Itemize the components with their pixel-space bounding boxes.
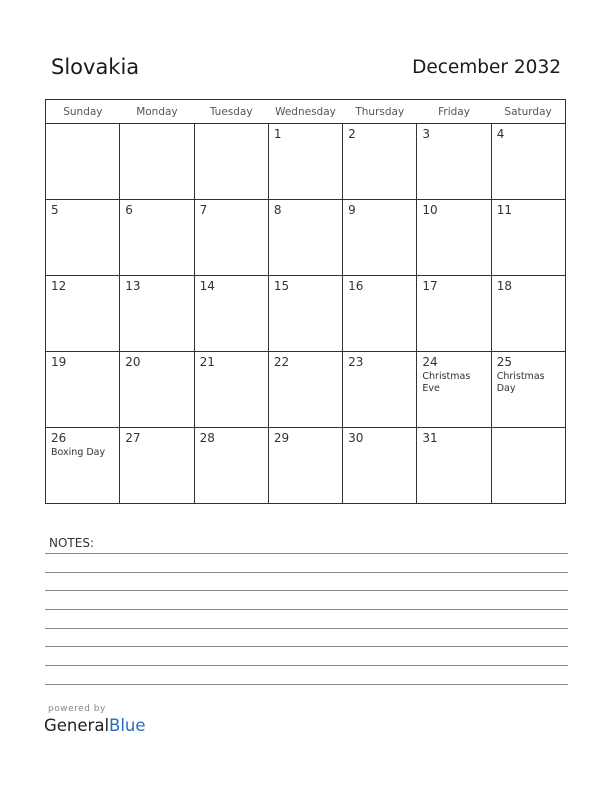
day-number: 28	[199, 431, 215, 445]
day-cell	[343, 276, 417, 352]
logo-blue-text: Blue	[109, 716, 146, 735]
day-number: 29	[273, 431, 290, 445]
day-number: 16	[348, 279, 364, 293]
note-line	[45, 684, 568, 685]
day-cell	[120, 428, 194, 504]
day-number: 14	[199, 279, 215, 293]
day-number: 12	[51, 279, 67, 293]
day-cell	[491, 276, 565, 352]
day-cell	[491, 428, 565, 504]
day-number: 22	[273, 355, 290, 369]
powered-by-text: powered by	[48, 704, 106, 714]
day-cell	[343, 124, 417, 200]
weekday-header: Thursday	[343, 100, 417, 124]
day-cell	[268, 352, 342, 428]
day-number: 9	[348, 203, 356, 217]
day-cell	[194, 124, 268, 200]
day-number: 2	[348, 127, 356, 141]
day-cell	[120, 352, 194, 428]
weekday-header: Wednesday	[268, 100, 342, 124]
note-line	[45, 646, 568, 647]
day-cell	[417, 352, 491, 428]
day-cell	[343, 428, 417, 504]
day-cell	[491, 124, 565, 200]
holiday-label: Christmas Day	[496, 371, 545, 394]
weekday-header: Tuesday	[194, 100, 268, 124]
calendar-grid	[45, 99, 566, 504]
day-cell	[120, 124, 194, 200]
note-line	[45, 572, 568, 573]
weekday-header: Friday	[417, 100, 491, 124]
day-cell	[343, 352, 417, 428]
day-number: 19	[51, 355, 67, 369]
day-cell	[268, 428, 342, 504]
weekday-header: Monday	[120, 100, 194, 124]
week-row	[46, 352, 566, 428]
day-number: 15	[273, 279, 290, 293]
holiday-label: Boxing Day	[51, 447, 106, 458]
day-number: 4	[496, 127, 505, 141]
day-number: 30	[348, 431, 364, 445]
day-cell	[120, 200, 194, 276]
day-number: 31	[422, 431, 438, 445]
note-line	[45, 609, 568, 610]
day-cell	[194, 200, 268, 276]
week-row	[46, 428, 566, 504]
note-line	[45, 628, 568, 629]
day-cell	[268, 200, 342, 276]
day-number: 11	[496, 203, 512, 217]
day-cell	[417, 200, 491, 276]
day-cell	[46, 428, 120, 504]
day-cell	[46, 200, 120, 276]
day-number: 26	[51, 431, 67, 445]
day-number: 27	[125, 431, 141, 445]
weekday-header-row	[46, 100, 566, 124]
weekday-header: Saturday	[491, 100, 565, 124]
note-line	[45, 553, 568, 554]
notes-label: NOTES:	[49, 536, 94, 550]
day-number: 13	[125, 279, 141, 293]
day-cell	[194, 352, 268, 428]
day-number: 21	[199, 355, 215, 369]
day-number: 6	[125, 203, 133, 217]
day-cell	[417, 428, 491, 504]
day-number: 10	[422, 203, 438, 217]
logo-general-text: General	[44, 716, 110, 735]
day-number: 25	[496, 355, 512, 369]
day-number: 7	[199, 203, 208, 217]
note-line	[45, 665, 568, 666]
day-number: 17	[422, 279, 438, 293]
day-number: 24	[422, 355, 438, 369]
week-row	[46, 276, 566, 352]
month-year-title: December 2032	[412, 57, 561, 78]
day-number: 20	[125, 355, 141, 369]
week-row	[46, 124, 566, 200]
holiday-label: Christmas Eve	[422, 371, 471, 394]
day-number: 1	[273, 127, 282, 141]
day-number: 18	[496, 279, 512, 293]
day-cell	[46, 276, 120, 352]
day-cell	[268, 276, 342, 352]
day-cell	[46, 124, 120, 200]
note-line	[45, 590, 568, 591]
day-cell	[417, 124, 491, 200]
day-cell	[343, 200, 417, 276]
day-number: 3	[422, 127, 431, 141]
day-cell	[194, 428, 268, 504]
generalblue-logo	[44, 716, 146, 735]
day-number: 23	[348, 355, 364, 369]
day-cell	[491, 352, 565, 428]
day-cell	[194, 276, 268, 352]
day-cell	[46, 352, 120, 428]
day-cell	[491, 200, 565, 276]
day-cell	[417, 276, 491, 352]
day-cell	[268, 124, 342, 200]
country-title: Slovakia	[51, 55, 140, 79]
day-number: 5	[51, 203, 59, 217]
day-number: 8	[273, 203, 282, 217]
day-cell	[120, 276, 194, 352]
week-row	[46, 200, 566, 276]
weekday-header: Sunday	[46, 100, 120, 124]
